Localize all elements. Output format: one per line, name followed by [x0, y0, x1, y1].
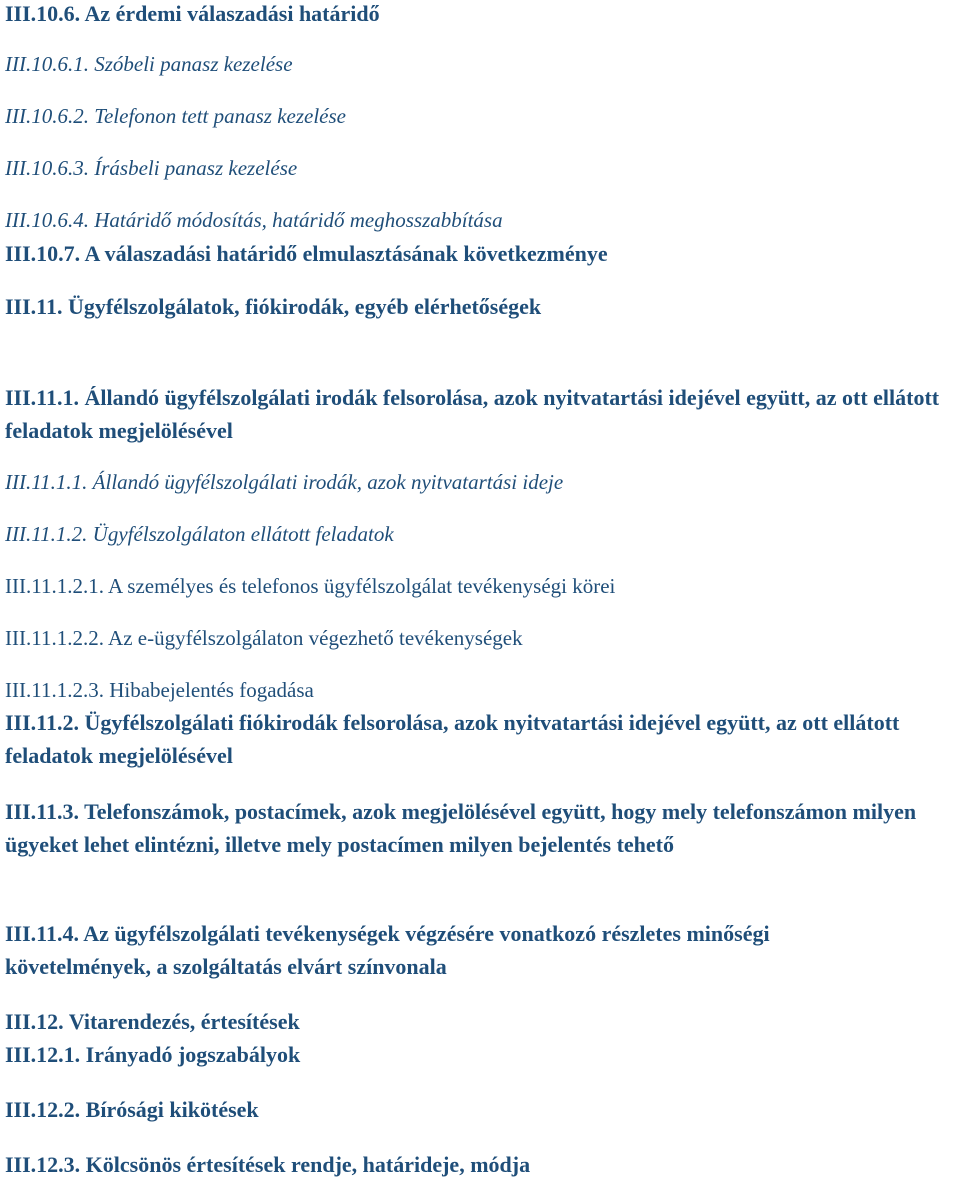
toc-entry: III.12. Vitarendezés, értesítések — [5, 1009, 300, 1034]
toc-entry: III.11.1.2. Ügyfélszolgálaton ellátott feladatok — [5, 522, 394, 546]
toc-entry: III.11.4. Az ügyfélszolgálati tevékenységek végzésére vonatkozó részletes minőségi követelmények, a szolgáltatás elvárt színvonala — [5, 921, 770, 979]
toc-entry: III.10.6.1. Szóbeli panasz kezelése — [5, 52, 293, 76]
toc-entry: III.11.1.2.1. A személyes és telefonos ügyfélszolgálat tevékenységi körei — [5, 574, 616, 598]
toc-entry: III.12.2. Bírósági kikötések — [5, 1097, 259, 1122]
toc-entry: III.11.3. Telefonszámok, postacímek, azok megjelölésével együtt, hogy mely telefonszámon milyen ügyeket lehet elintézni, illetve mely postacímen milyen bejelentés tehető — [5, 799, 917, 857]
toc-entry: III.11.1.2.3. Hibabejelentés fogadása — [5, 678, 314, 702]
toc-entry: III.10.6.3. Írásbeli panasz kezelése — [5, 156, 298, 180]
toc-entry: III.10.6.2. Telefonon tett panasz kezelése — [5, 104, 346, 128]
toc-entry: III.11.1.2.2. Az e-ügyfélszolgálaton végezhető tevékenységek — [5, 626, 523, 650]
toc-entry: III.12.3. Kölcsönös értesítések rendje, határideje, módja — [5, 1152, 531, 1177]
toc-entry: III.11.2. Ügyfélszolgálati fiókirodák felsorolása, azok nyitvatartási idejével együtt, az ott ellátott feladatok megjelölésével — [5, 710, 900, 768]
toc-entry: III.12.1. Irányadó jogszabályok — [5, 1042, 301, 1067]
toc-entry: III.10.6. Az érdemi válaszadási határidő — [5, 1, 380, 26]
toc-entry: III.10.6.4. Határidő módosítás, határidő meghosszabbítása — [5, 208, 503, 232]
toc-entry: III.10.7. A válaszadási határidő elmulasztásának következménye — [5, 241, 608, 266]
toc-entry: III.11. Ügyfélszolgálatok, fiókirodák, egyéb elérhetőségek — [5, 294, 542, 319]
toc-entry: III.11.1. Állandó ügyfélszolgálati irodák felsorolása, azok nyitvatartási idejével együtt, az ott ellátott feladatok megjelölésével — [5, 385, 940, 443]
toc-entry: III.11.1.1. Állandó ügyfélszolgálati irodák, azok nyitvatartási ideje — [5, 470, 564, 494]
